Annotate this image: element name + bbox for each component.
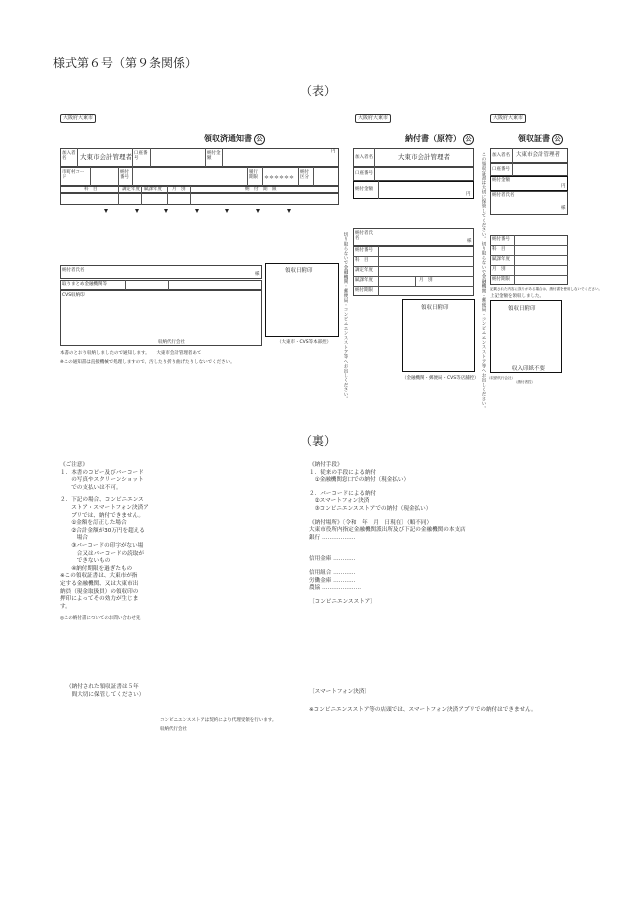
smartphone-heading: 〔スマートフォン決済〕 xyxy=(309,689,370,695)
payer-name-box xyxy=(60,265,262,279)
currency: 円 xyxy=(466,192,471,197)
masked-stars: ＊＊＊＊＊＊ xyxy=(264,175,295,181)
smartphone-note: ※コンビニエンスストア等の店頭では、スマートフォン決済アプリでの納付はできません。 xyxy=(309,707,537,713)
place-desc: 大東市役所内指定金融機関派出所及び下記の金融機関の本支店 xyxy=(309,527,466,534)
receipt-row-label: 科 目 xyxy=(492,247,506,252)
col-levy: 賦課年度 xyxy=(144,187,162,192)
notes-heading: 《ご注意》 xyxy=(60,462,88,468)
col-deadline: 納 付 期 限 xyxy=(245,187,277,192)
form-label: 様式第６号（第９条関係） xyxy=(53,56,198,70)
public-mark: 公 xyxy=(254,134,265,145)
back-agent-label: 収納代行会社 xyxy=(160,727,187,732)
receipt-subscriber-value: 大東市会計管理者 xyxy=(516,152,561,158)
receipt-account-label: 口座番号 xyxy=(492,167,510,172)
city-tag: 大阪府大東市 xyxy=(355,114,391,123)
notes-line: プリでは、納付できません。 xyxy=(60,512,145,519)
public-mark: 公 xyxy=(552,134,563,145)
notes-line: ストア・スマートフォン決済ア xyxy=(60,504,149,511)
down-arrow-icon xyxy=(287,209,291,213)
stamp-label: 領収日附印 xyxy=(421,305,449,311)
means-1: １．従来の手段による納付 xyxy=(309,469,377,476)
form-title xyxy=(204,133,265,145)
subscriber-value: 大東市会計管理者 xyxy=(80,153,132,161)
bank-line: 農協 ………………… xyxy=(309,585,362,592)
cvs-label: CVS収納印 xyxy=(62,293,85,298)
agent-label: 収納代行会社 xyxy=(158,340,185,345)
down-arrow-icon xyxy=(225,209,229,213)
payment-means xyxy=(309,462,466,606)
received-note: 上記金額を領収しました。 xyxy=(490,294,544,299)
notes-line: の写真やスクリーンショット xyxy=(60,477,144,484)
deadline-label: 履行期限 xyxy=(249,170,258,180)
payment-no-label: 納付番号 xyxy=(120,170,129,180)
means-2b: ③コンビニエンスストアでの納付（現金払い） xyxy=(309,505,432,512)
notes-line: できないもの xyxy=(60,558,111,565)
currency: 円 xyxy=(561,184,566,189)
down-arrow-icon xyxy=(164,209,168,213)
column-value-row xyxy=(60,193,339,205)
slip-subscriber-label: 加入者名 xyxy=(355,155,373,160)
payer-suffix: 様 xyxy=(255,272,260,277)
receipt-row-label: 納付番号 xyxy=(492,237,510,242)
slip-title-text: 納付書（原符） xyxy=(405,134,461,143)
means-2: ２．バーコードによる納付 xyxy=(309,490,377,497)
bank-line: 労働金庫 ………… xyxy=(309,577,356,584)
amount-label: 納付金額 xyxy=(207,151,221,161)
stamp-label: 領収日附印 xyxy=(285,268,313,274)
col-month: 月 別 xyxy=(172,187,186,192)
public-mark: 公 xyxy=(463,134,474,145)
category-label: 納付区分 xyxy=(300,170,309,180)
notes-line: ④納付期限を過ぎたもの xyxy=(60,565,133,572)
place-heading: 《納付場所》〔令和 年 月 日現在〕（順不同） xyxy=(309,519,433,526)
keep-note-1: （納付された領収証書は５年 xyxy=(66,684,139,690)
slip-row-label: 賦課年度 xyxy=(355,278,373,283)
note-1: 本書のとおり収納しましたので通知します。 大東市会計管理者あて xyxy=(60,351,202,356)
means-1a: ①金融機関窓口での納付（現金払い） xyxy=(309,477,410,484)
cvs-heading: 〔コンビニエンスストア〕 xyxy=(309,598,376,605)
slip-payer-suffix: 様 xyxy=(467,239,472,244)
notes-line: 納員（現金取扱員）の領収印の xyxy=(60,588,139,595)
slip-row-label: 納付番号 xyxy=(355,248,373,253)
slip-row-label: 科 目 xyxy=(355,258,369,263)
stamp-label: 領収日附印 xyxy=(508,306,536,312)
receipt-fine-note: 記載された内容に誤りがある場合は、納付書を使用しないでください。 xyxy=(490,287,602,291)
payer-code-label: 市町村コード xyxy=(62,170,85,180)
receipt-payer-suffix: 様 xyxy=(561,206,566,211)
stamp-note: （大東市・CVS等本部控） xyxy=(277,340,332,345)
notes-line: ①金額を訂正した場合 xyxy=(60,520,127,527)
down-arrow-icon xyxy=(135,209,139,213)
notes-line: 場合 xyxy=(60,535,88,542)
no-stamp-note: 収入印紙不要 xyxy=(512,366,546,372)
receipt-row-label: 賦課年度 xyxy=(492,257,510,262)
down-arrow-icon xyxy=(104,209,108,213)
down-arrow-icon xyxy=(256,209,260,213)
col-fiscal: 調定年度 xyxy=(122,187,140,192)
slip-title xyxy=(405,133,474,145)
slip-account-label: 口座番号 xyxy=(355,171,373,176)
notes-line: ※この領収証書は、大東市が指 xyxy=(60,573,138,580)
keep-note-2: 間大切に保管してください） xyxy=(66,692,145,698)
notes-line: 定する金融機関、又は大東市出 xyxy=(60,580,139,587)
column-header-row xyxy=(60,186,339,193)
slip-subscriber-value: 大東市会計管理者 xyxy=(398,153,450,161)
right-vertical-note: この領収証書は大切に保管してください。切り取らないで金融機関・郵便局・コンビニエンスストア等へお出しください。 xyxy=(481,152,486,411)
aggregator-label: 取りまとめ金融機関等 xyxy=(62,282,107,287)
cvs-agent-note: コンビニエンスストアは契約により代理受領を行います。 xyxy=(160,718,277,723)
receipt-row-label: 月 別 xyxy=(492,267,506,272)
col-subject: 科 目 xyxy=(84,187,98,192)
city-tag: 大阪府大東市 xyxy=(490,114,526,123)
notes-line: す。 xyxy=(60,603,71,610)
bank-line: 信用金庫 ………… xyxy=(309,556,356,563)
bank-line: 信用組合 ………… xyxy=(309,569,356,576)
receipt-amount-label: 納付金額 xyxy=(492,178,510,183)
receipt-row-label: 納付期限 xyxy=(492,277,510,282)
cvs-stamp-area xyxy=(60,290,262,346)
slip-stamp-note: （金融機関・郵便局・CVS等店舗控） xyxy=(402,376,479,381)
account-no-label: 口座番号 xyxy=(134,151,148,161)
currency: 円 xyxy=(331,149,336,154)
city-tag: 大阪府大東市 xyxy=(60,114,96,123)
receipt-title xyxy=(518,133,563,145)
notes-line: ２．下記の場合、コンビニエンス xyxy=(60,497,144,504)
notes-line: 押印によってその効力が生じま xyxy=(60,596,139,603)
receipt-title-text: 領収証書 xyxy=(518,134,550,143)
note-2: ※この通知書は直接機械で処理しますので、汚したり折り曲げたりしないでください。 xyxy=(60,360,235,365)
down-arrow-icon xyxy=(195,209,199,213)
means-heading: 《納付手段》 xyxy=(309,462,343,468)
form-title-text: 領収済通知書 xyxy=(204,134,252,143)
payer-name-label: 納付者氏名 xyxy=(62,268,85,273)
back-label: （裏） xyxy=(300,434,337,448)
notes-line: ③バーコードの印字がない場 xyxy=(60,542,144,549)
notes-line: での支払いは不可。 xyxy=(60,484,122,491)
inquiry-label: ◎この納付書についてのお問い合わせ先 xyxy=(60,616,141,622)
back-notes xyxy=(60,462,149,623)
notes-line: ②合計金額が30万円を超える xyxy=(60,527,145,534)
slip-row-label: 納付期限 xyxy=(355,288,373,293)
notes-line: 合又はバーコードの読取が xyxy=(60,550,144,557)
middle-vertical-note: 切り取らないで金融機関・郵便局・コンビニエンスストア等へお出しください。 xyxy=(343,232,348,402)
slip-payer-label: 納付者氏名 xyxy=(355,231,373,241)
slip-month-label: 月 別 xyxy=(419,278,433,283)
front-label: （表） xyxy=(300,84,337,98)
notes-line: １．本書のコピー及びバーコード xyxy=(60,469,144,476)
receipt-agent-label: （収納代行会社） xyxy=(487,376,515,380)
receipt-stamp-box xyxy=(265,263,339,337)
receipt-payer-label: 納付者氏名 xyxy=(492,193,515,198)
means-2a: ②スマートフォン決済 xyxy=(309,498,370,505)
bank-line: 銀行 ……………… xyxy=(309,534,356,541)
slip-row-label: 調定年度 xyxy=(355,268,373,273)
receipt-agent-sub: （納付者控） xyxy=(514,380,535,384)
receipt-subscriber-label: 加入者名 xyxy=(492,153,510,158)
slip-amount-label: 納付金額 xyxy=(355,187,373,192)
subscriber-label: 加入者名 xyxy=(62,151,76,161)
